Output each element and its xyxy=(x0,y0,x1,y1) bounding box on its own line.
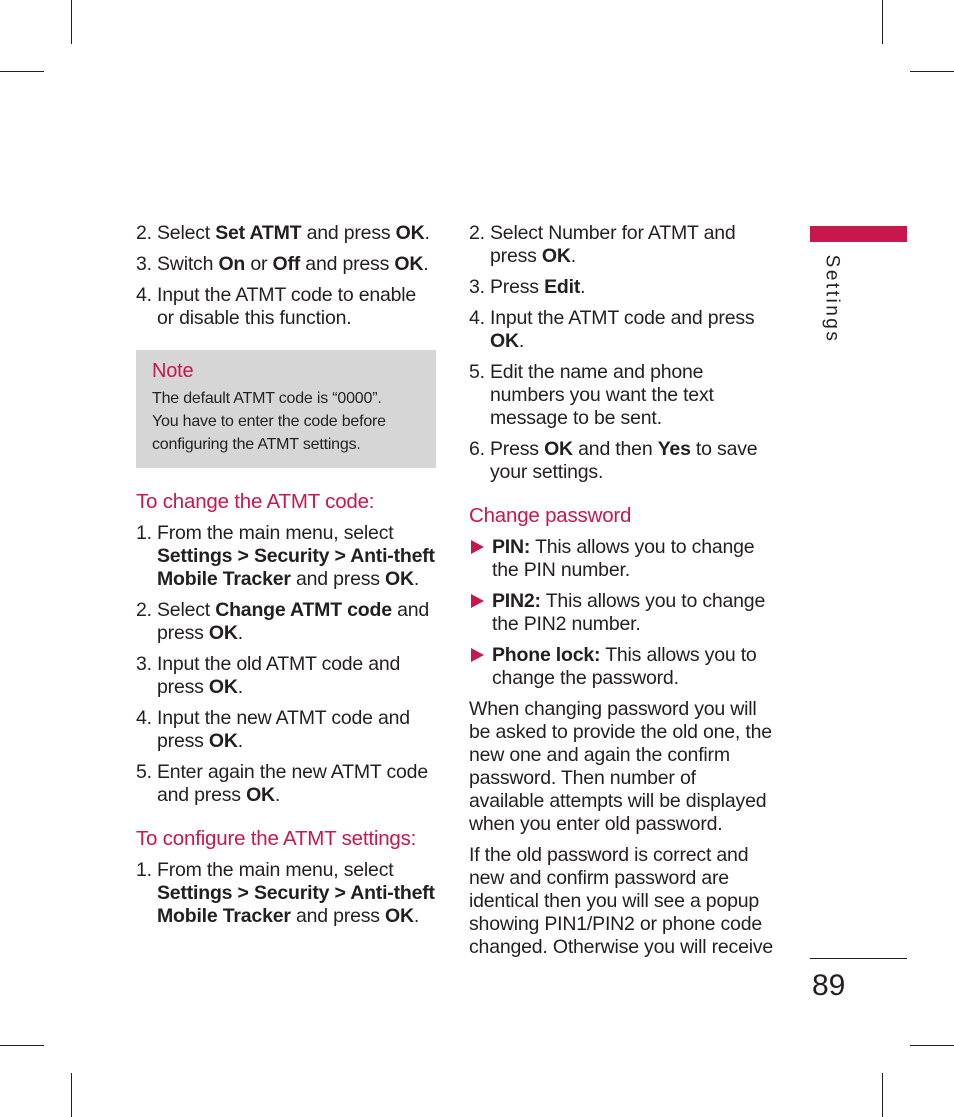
key-label: OK xyxy=(395,222,425,244)
step-select-number xyxy=(469,222,774,268)
step-text: . xyxy=(237,676,243,698)
step-text: to save your settings. xyxy=(490,438,758,483)
note-title: Note xyxy=(152,360,194,382)
step-text: or xyxy=(245,253,273,275)
menu-option: Change ATMT code xyxy=(215,599,392,621)
step-edit-name xyxy=(469,361,774,430)
arrow-right-icon xyxy=(471,540,484,554)
step-text: . xyxy=(274,784,281,806)
step-text: Enter again the new ATMT code and press xyxy=(157,761,428,806)
step-number: 2. xyxy=(136,599,152,621)
step-input-code xyxy=(469,307,774,353)
step-number: 5. xyxy=(136,761,152,783)
step-new-code xyxy=(136,707,436,753)
step-number: 3. xyxy=(469,276,485,298)
option-label: On xyxy=(218,253,246,275)
crop-mark xyxy=(910,1045,954,1046)
step-main-menu xyxy=(136,859,436,928)
key-label: Yes xyxy=(657,438,691,460)
step-old-code xyxy=(136,653,436,699)
step-text: Press xyxy=(490,438,545,460)
crop-mark xyxy=(71,1073,72,1117)
step-text: From the main menu, select xyxy=(157,522,394,544)
heading-change-atmt-code: To change the ATMT code: xyxy=(136,490,375,513)
note-line: configuring the ATMT settings. xyxy=(152,436,361,453)
step-text: and press xyxy=(290,905,386,927)
paragraph-changing-password: When changing password you will be asked to provide the old one, the new one and again the confirm password. Then number of available attempts will be displayed when you enter old password. xyxy=(469,698,772,835)
note-line: The default ATMT code is “0000”. xyxy=(152,390,382,407)
key-label: OK xyxy=(385,568,414,590)
step-text: . xyxy=(237,622,243,644)
step-number: 4. xyxy=(469,307,485,329)
page-number: 89 xyxy=(812,969,846,1002)
step-confirm-code xyxy=(136,761,436,807)
step-text: and press xyxy=(290,568,386,590)
step-number: 1. xyxy=(136,522,152,544)
step-text: and press xyxy=(300,253,395,275)
heading-configure-atmt: To configure the ATMT settings: xyxy=(136,827,417,850)
step-text: . xyxy=(580,276,586,298)
arrow-right-icon xyxy=(471,648,484,662)
menu-path: Settings > Security > Anti-theft Mobile Tracker xyxy=(157,882,435,927)
menu-path: Settings > Security > Anti-theft Mobile Tracker xyxy=(157,545,435,590)
step-number: 1. xyxy=(136,859,152,881)
step-text: . xyxy=(570,245,576,267)
key-label: OK xyxy=(541,245,571,267)
menu-option: Set ATMT xyxy=(215,222,302,244)
bullet-pin2 xyxy=(469,590,774,636)
left-column xyxy=(136,222,436,936)
note-text xyxy=(152,387,420,456)
step-number: 5. xyxy=(469,361,485,383)
bullet-phone-lock xyxy=(469,644,774,690)
key-label: OK xyxy=(490,330,519,352)
step-save xyxy=(469,438,774,484)
step-text: Edit the name and phone numbers you want the text message to be sent. xyxy=(490,361,714,429)
crop-mark xyxy=(71,0,72,44)
crop-mark xyxy=(882,1073,883,1117)
note-line: You have to enter the code before xyxy=(152,413,386,430)
step-text: Input the new ATMT code and press xyxy=(157,707,410,752)
crop-mark xyxy=(0,71,44,72)
bullet-term: PIN2: xyxy=(492,590,541,612)
step-text: Switch xyxy=(157,253,219,275)
section-tab-bar xyxy=(810,226,907,242)
step-switch-on-off xyxy=(136,253,436,276)
step-change-code xyxy=(136,599,436,645)
step-main-menu xyxy=(136,522,436,591)
crop-mark xyxy=(0,1045,44,1046)
key-label: OK xyxy=(208,622,238,644)
step-text: . xyxy=(423,253,429,275)
step-text: and then xyxy=(572,438,658,460)
step-text: and press xyxy=(301,222,396,244)
key-label: OK xyxy=(394,253,424,275)
key-label: OK xyxy=(208,676,238,698)
section-label-text: Settings xyxy=(821,254,842,344)
bullet-term: PIN: xyxy=(492,536,531,558)
step-text: Select xyxy=(157,222,216,244)
step-text: and press xyxy=(157,599,430,644)
step-input-code xyxy=(136,284,436,330)
step-number: 2. xyxy=(469,222,485,244)
bullet-text: This allows you to change the password. xyxy=(492,644,757,689)
option-label: Off xyxy=(272,253,301,275)
section-label xyxy=(804,254,858,344)
key-label: OK xyxy=(208,730,238,752)
step-number: 2. xyxy=(136,222,152,244)
note-box xyxy=(136,350,436,468)
step-text: Input the ATMT code to enable or disable this function. xyxy=(157,284,417,329)
step-press-edit xyxy=(469,276,774,299)
step-text: From the main menu, select xyxy=(157,859,394,881)
key-label: OK xyxy=(544,438,573,460)
right-column xyxy=(469,222,774,967)
step-number: 6. xyxy=(469,438,485,460)
bullet-pin xyxy=(469,536,774,582)
step-text: Input the ATMT code and press xyxy=(490,307,755,329)
step-text: . xyxy=(424,222,430,244)
paragraph-old-password: If the old password is correct and new and confirm password are identical then you will see a popup showing PIN1/PIN2 or phone code changed. Otherwise you will receive xyxy=(469,844,774,958)
step-number: 3. xyxy=(136,653,152,675)
heading-change-password: Change password xyxy=(469,504,632,527)
key-label: Edit xyxy=(544,276,581,298)
step-text: . xyxy=(413,905,420,927)
bullet-term: Phone lock: xyxy=(492,644,601,666)
step-text: Input the old ATMT code and press xyxy=(157,653,401,698)
page-number-rule xyxy=(810,958,907,959)
key-label: OK xyxy=(246,784,275,806)
step-set-atmt xyxy=(136,222,436,245)
step-text: . xyxy=(237,730,243,752)
step-text: Press xyxy=(490,276,545,298)
step-text: . xyxy=(413,568,420,590)
step-text: Select xyxy=(157,599,216,621)
crop-mark xyxy=(910,71,954,72)
bullet-text: This allows you to change the PIN number. xyxy=(492,536,755,581)
crop-mark xyxy=(882,0,883,44)
step-text: . xyxy=(518,330,525,352)
step-number: 4. xyxy=(136,707,152,729)
step-text: Select Number for ATMT and press xyxy=(490,222,736,267)
step-number: 4. xyxy=(136,284,152,306)
arrow-right-icon xyxy=(471,594,484,608)
step-number: 3. xyxy=(136,253,152,275)
bullet-text: This allows you to change the PIN2 number. xyxy=(492,590,766,635)
key-label: OK xyxy=(385,905,414,927)
